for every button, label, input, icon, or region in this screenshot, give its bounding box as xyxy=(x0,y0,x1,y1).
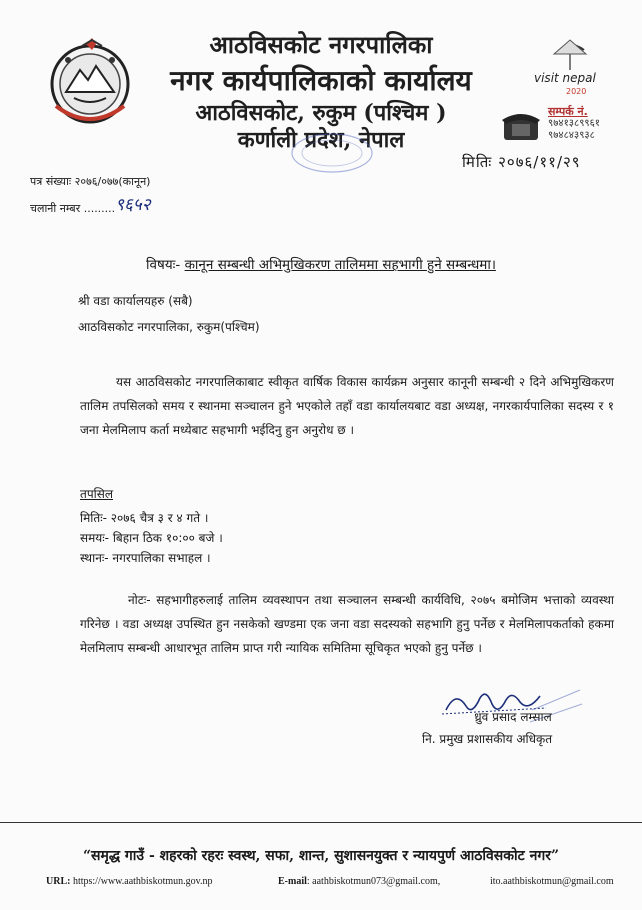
visit-nepal-logo-icon xyxy=(526,32,616,98)
telephone-icon xyxy=(500,108,542,142)
office-stamp-icon xyxy=(290,132,374,174)
subject-text: कानून सम्बन्धी अभिमुखिकरण तालिममा सहभागी हुने सम्बन्धमा। xyxy=(184,257,496,273)
municipality-motto: “समृद्ध गाउँ - शहरको रहरः स्वस्थ, सफा, शान्त, सुशासनयुक्त र न्यायपुर्ण आठविसकोट नगर” xyxy=(82,848,560,864)
email-link-1[interactable]: : aathbiskotmun073@gmail.com, xyxy=(306,876,441,887)
letter-reference-number: पत्र संख्याः २०७६/०७७(कानून) xyxy=(30,175,151,188)
province-country: कर्णाली प्रदेश, नेपाल xyxy=(237,127,405,153)
detail-date: मितिः- २०७६ चैत्र ३ र ४ गते । xyxy=(80,511,209,525)
detail-place: स्थानः- नगरपालिका सभाहल । xyxy=(80,551,211,565)
signer-designation: नि. प्रमुख प्रशासकीय अधिकृत xyxy=(422,732,553,746)
addressee-line-2: आठविसकोट नगरपालिका, रुकुम(पश्चिम) xyxy=(78,320,260,334)
footer-email-2[interactable]: ito.aathbiskotmun@gmail.com xyxy=(490,876,614,887)
office-address: आठविसकोट, रुकुम (पश्चिम ) xyxy=(195,100,447,126)
letter-subject xyxy=(0,255,642,273)
subject-label: विषयः- xyxy=(146,257,185,273)
dispatch-label: चलानी नम्बर ......... xyxy=(30,202,116,215)
footer-divider xyxy=(0,822,642,823)
phone-number-2: ९७४८४३९३८ xyxy=(548,130,595,141)
dispatch-number-row xyxy=(30,194,151,217)
detail-time: समयः- बिहान ठिक १०:०० बजे । xyxy=(80,531,223,545)
signer-name: ध्रुव प्रसाद लम्साल xyxy=(474,710,552,724)
url-link[interactable]: https://www.aathbiskotmun.gov.np xyxy=(72,876,213,887)
contact-block xyxy=(548,106,600,142)
office-name: नगर कार्यपालिकाको कार्यालय xyxy=(170,64,472,97)
footer-email xyxy=(278,876,440,887)
letter-date: मितिः २०७६/११/२९ xyxy=(462,153,581,171)
body-paragraph-1: यस आठविसकोट नगरपालिकाबाट स्वीकृत वार्षिक विकास कार्यक्रम अनुसार कानूनी सम्बन्धी २ दिने अभिमुखिकरण तालिम तपसिलको समय र स्थानमा सञ्चालन हुने भएकोले तहाँ वडा कार्यालयबाट वडा अध्यक्ष, नगरकार्यपालिका सदस्य र १ जना मेलमिलाप कर्ता मध्येबाट सहभागी भईदिनु हुन अनुरोध छ । xyxy=(80,375,614,437)
footer-url xyxy=(46,876,212,887)
visit-nepal-text: visit nepal xyxy=(534,71,596,85)
visit-nepal-year: 2020 xyxy=(566,87,587,96)
addressee-line-1: श्री वडा कार्यालयहरु (सबै) xyxy=(78,294,193,308)
dispatch-number: ९६५२ xyxy=(115,195,151,215)
body-paragraph-2-note: नोटः- सहभागीहरुलाई तालिम व्यवस्थापन तथा सञ्चालन सम्बन्धी कार्यविधि, २०७५ बमोजिम भत्ताको व्यवस्था गरिनेछ । वडा अध्यक्ष उपस्थित हुन नसकेको खण्डमा एक जना वडा सदस्यको सहभागि हुनु पर्नेछ र मेलमिलापकर्ताको हकमा मेलमिलाप सम्बन्धी आधारभूत तालिम प्राप्त गरी न्यायिक समितिमा सूचिकृत भएको हुनु पर्नेछ । xyxy=(80,593,614,655)
phone-number-1: ९७४१३८९९६१ xyxy=(548,118,600,129)
municipality-name: आठविसकोट नगरपालिका xyxy=(209,30,433,59)
email-label: E-mail xyxy=(278,876,307,887)
details-heading: तपसिल xyxy=(80,487,114,501)
contact-label: सम्पर्क नं. xyxy=(548,105,588,118)
url-label: URL: xyxy=(46,876,71,887)
